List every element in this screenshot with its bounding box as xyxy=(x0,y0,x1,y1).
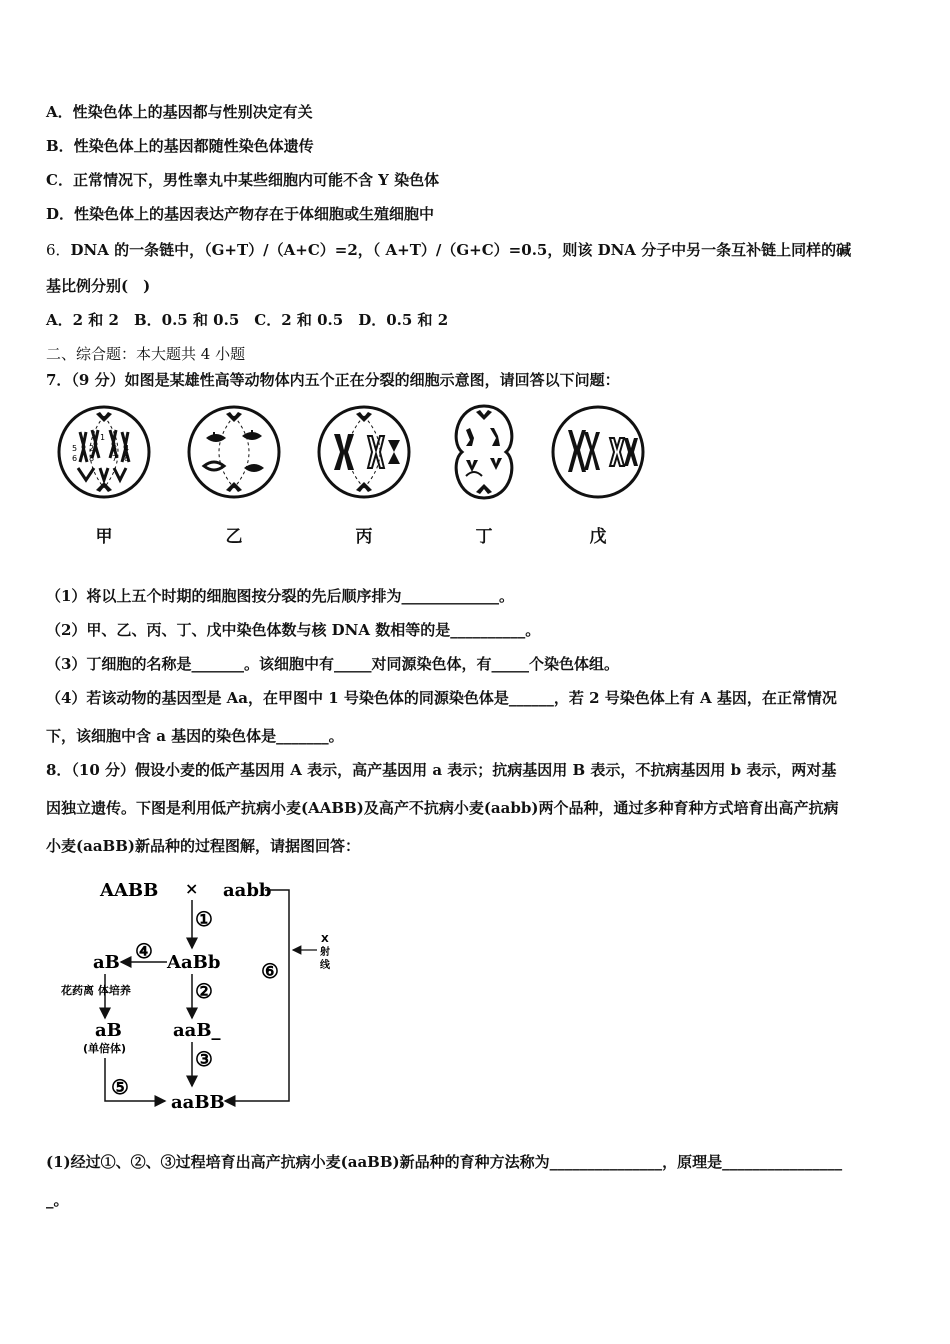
q6-options: A．2 和 2 B．0.5 和 0.5 C．2 和 0.5 D．0.5 和 2 xyxy=(46,311,449,329)
cell-ding-figure xyxy=(436,402,532,502)
cell-jia-figure xyxy=(56,402,152,502)
final-genotype: aaBB xyxy=(171,1092,225,1113)
q5-option-a: A．性染色体上的基因都与性别决定有关 xyxy=(46,103,313,121)
q7-sub4-line1: （4）若该动物的基因型是 Aa，在甲图中 1 号染色体的同源染色体是______，若 2 号染色体上有 A 基因，在正常情况 xyxy=(46,689,837,707)
breeding-diagram xyxy=(55,868,355,1113)
q6-stem xyxy=(46,240,851,260)
f2-genotype: aaB_ xyxy=(173,1020,221,1041)
xray-label-xian: 线 xyxy=(320,960,330,971)
step-3-marker: ③ xyxy=(195,1047,213,1071)
chromosome-label-7: 7 xyxy=(112,454,118,463)
cell-label-ding: 丁 xyxy=(475,527,493,547)
q6-number: 6． xyxy=(46,241,71,259)
cell-label-wu: 戊 xyxy=(589,527,607,547)
q7-sub4-line2: 下，该细胞中含 a 基因的染色体是_______。 xyxy=(46,727,344,745)
step-1-marker: ① xyxy=(195,907,213,931)
haploid-genotype: aB xyxy=(95,1020,122,1041)
chromosome-label-1: 1 xyxy=(100,433,106,442)
q5-option-b: B．性染色体上的基因都随性染色体遗传 xyxy=(46,137,314,155)
anther-culture-label: 花药离 体培养 xyxy=(61,984,131,997)
cell-wu-figure xyxy=(550,402,646,502)
q7-stem: 7．（9 分）如图是某雄性高等动物体内五个正在分裂的细胞示意图，请回答以下问题： xyxy=(46,371,620,389)
q8-sub1-line2: _。 xyxy=(46,1191,69,1209)
q7-sub1: （1）将以上五个时期的细胞图按分裂的先后顺序排为_____________。 xyxy=(46,587,514,605)
q7-sub3: （3）丁细胞的名称是_______。该细胞中有_____对同源染色体，有_____个染色体组。 xyxy=(46,655,619,673)
chromosome-label-2: 2 xyxy=(89,444,95,453)
q8-stem-line2: 因独立遗传。下图是利用低产抗病小麦(AABB)及高产不抗病小麦(aabb)两个品种，通过多种育种方式培育出高产抗病 xyxy=(46,799,839,817)
cell-label-bing: 丙 xyxy=(355,527,373,547)
parent1-genotype: AABB xyxy=(100,880,159,901)
chromosome-label-8b: 8 xyxy=(124,454,130,463)
cell-bing-figure xyxy=(316,402,412,502)
cell-label-jia: 甲 xyxy=(95,527,113,547)
step-6-marker: ⑥ xyxy=(261,959,279,983)
section-title: 二、综合题：本大题共 4 小题 xyxy=(46,345,246,363)
chromosome-label-3: 3 xyxy=(112,444,118,453)
q5-option-d: D．性染色体上的基因表达产物存在于体细胞或生殖细胞中 xyxy=(46,205,435,223)
chromosome-label-8: 8 xyxy=(89,454,95,463)
xray-label-x: X xyxy=(321,934,329,945)
parent2-genotype: aabb xyxy=(223,880,272,901)
f1-genotype: AaBb xyxy=(167,952,221,973)
q8-stem-line3: 小麦(aaBB)新品种的过程图解，请据图回答： xyxy=(46,837,360,855)
step-2-marker: ② xyxy=(195,979,213,1003)
cell-yi-figure xyxy=(186,402,282,502)
q8-stem-line1: 8．（10 分）假设小麦的低产基因用 A 表示，高产基因用 a 表示；抗病基因用 B 表示，不抗病基因用 b 表示，两对基 xyxy=(46,761,837,779)
gamete-genotype: aB xyxy=(93,952,120,973)
cross-symbol: × xyxy=(185,879,199,898)
chromosome-label-5: 5 xyxy=(72,444,78,453)
step-5-marker: ⑤ xyxy=(111,1075,129,1099)
chromosome-label-6: 6 xyxy=(72,454,78,463)
xray-label-she: 射 xyxy=(320,947,330,958)
q7-sub2: （2）甲、乙、丙、丁、戊中染色体数与核 DNA 数相等的是__________。 xyxy=(46,621,541,639)
cell-label-yi: 乙 xyxy=(225,527,243,547)
q5-option-c: C．正常情况下，男性睾丸中某些细胞内可能不含 Y 染色体 xyxy=(46,171,440,189)
chromosome-label-4: 4 xyxy=(124,444,130,453)
q8-sub1-line1: (1)经过①、②、③过程培育出高产抗病小麦(aaBB)新品种的育种方法称为_______________，原理是________________ xyxy=(46,1153,843,1171)
haploid-note: (单倍体) xyxy=(83,1042,127,1055)
q6-stem-line1: DNA 的一条链中，（G+T）/（A+C）=2，（ A+T）/（G+C）=0.5，则该 DNA 分子中另一条互补链上同样的碱 xyxy=(70,241,852,259)
q6-stem-line2: 基比例分别( ) xyxy=(46,277,151,295)
step-4-marker: ④ xyxy=(135,939,153,963)
